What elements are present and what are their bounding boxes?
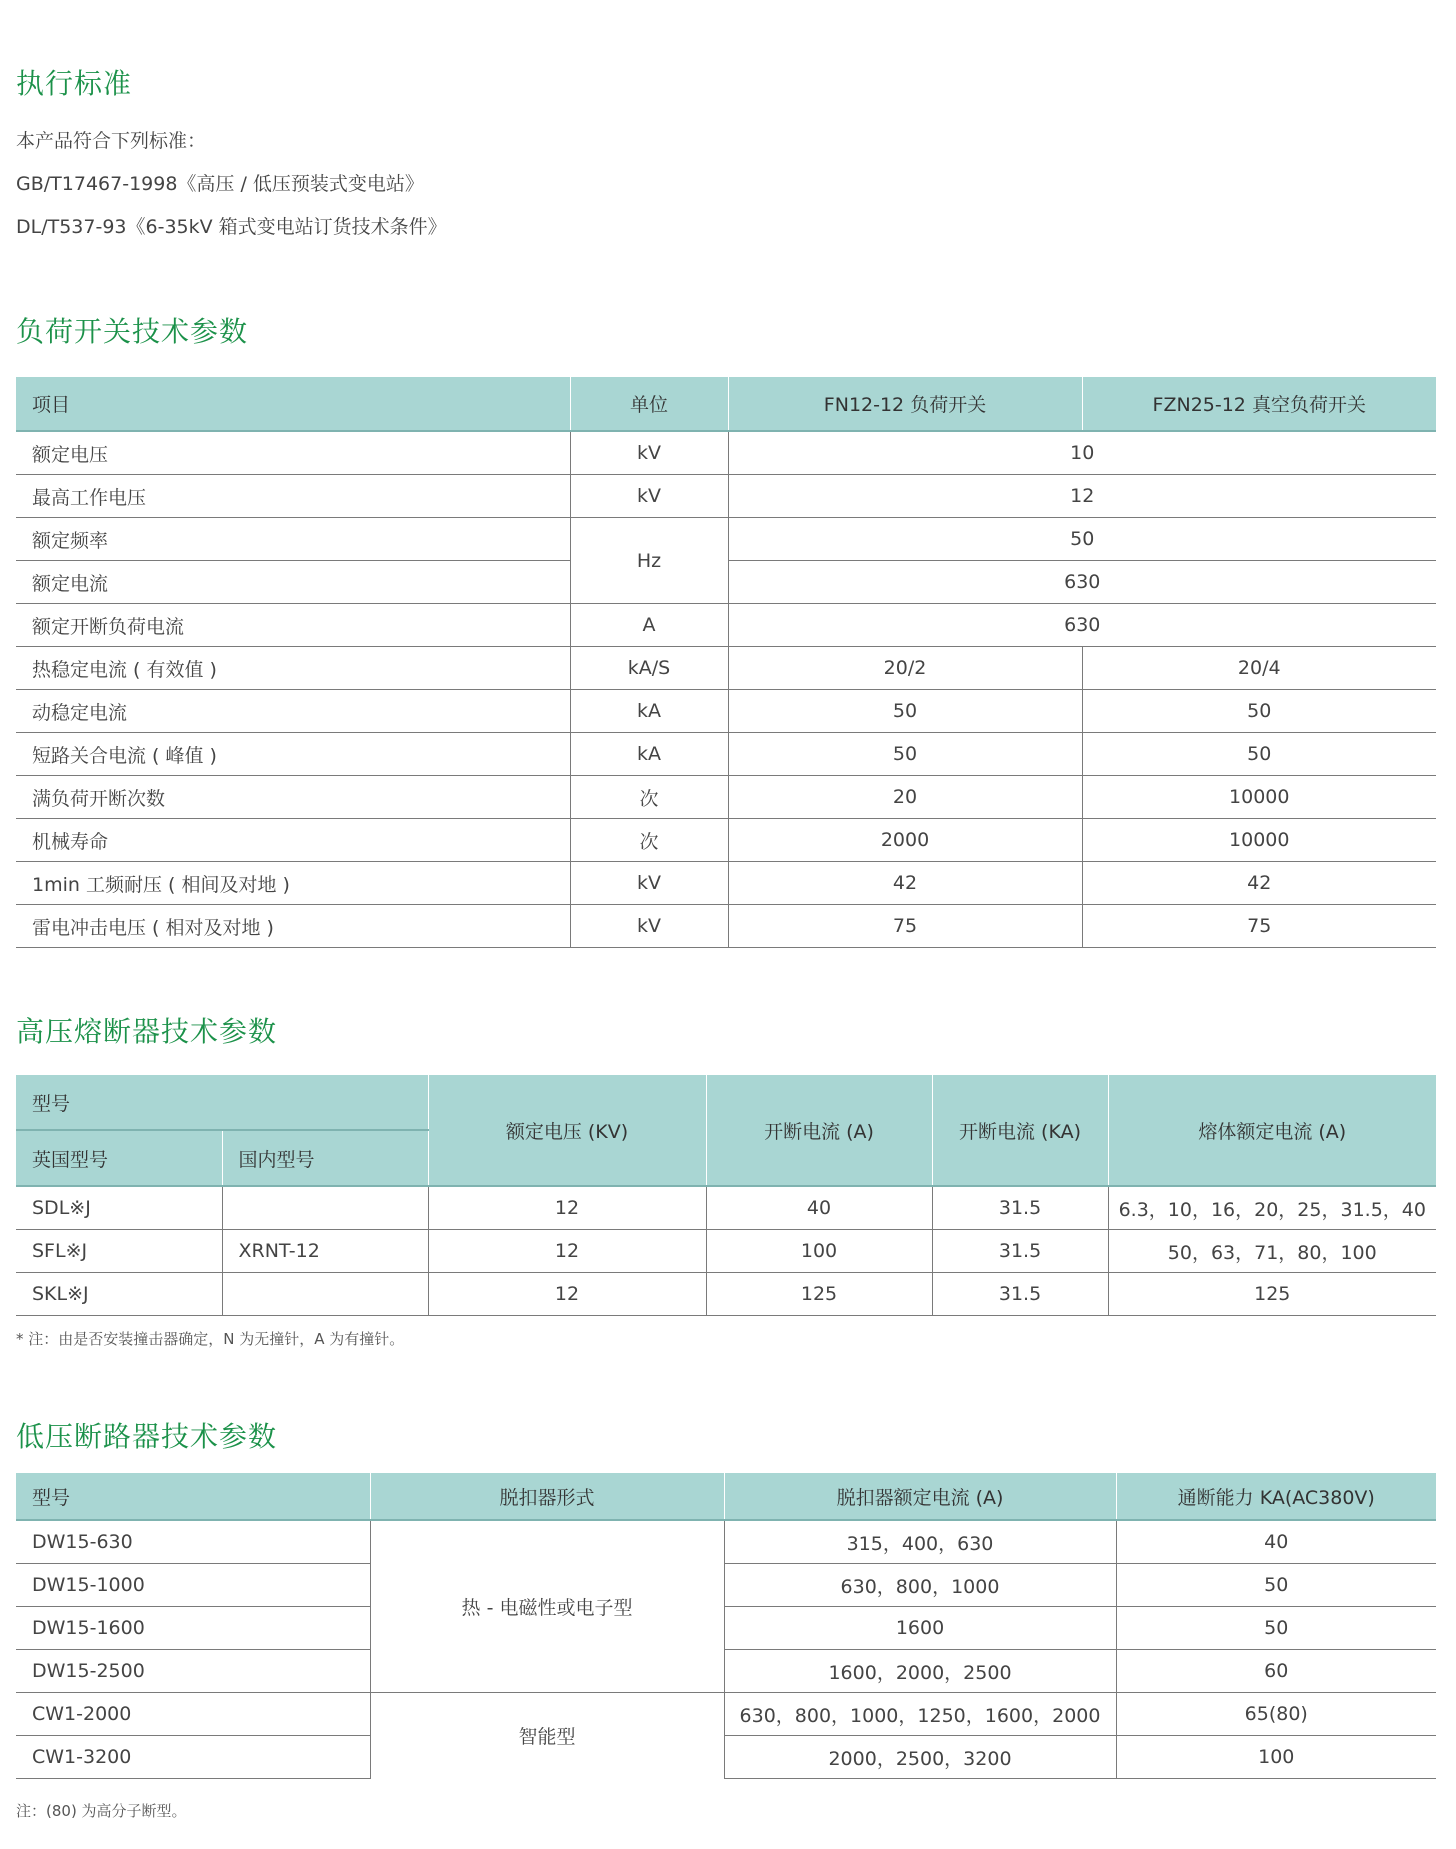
table-row [16,431,1436,475]
table-row [16,819,1436,862]
row-breaking-ka: 31.5 [932,1230,1108,1273]
row-unit: kV [570,905,728,948]
row-value-fzn25: 50 [1082,733,1436,776]
header-unit: 单位 [570,377,728,431]
row-item: 雷电冲击电压 ( 相对及对地 ) [16,905,570,948]
header-item: 项目 [16,377,570,431]
row-trip-current: 2000，2500，3200 [724,1736,1116,1779]
row-value-fn12: 42 [728,862,1082,905]
row-capacity: 60 [1116,1650,1436,1693]
row-breaking-ka: 31.5 [932,1186,1108,1230]
header-model: 型号 [16,1473,370,1520]
row-fuse-current: 50，63，71，80，100 [1108,1230,1436,1273]
row-unit: kV [570,862,728,905]
row-unit: kA [570,733,728,776]
row-trip-type: 热 - 电磁性或电子型 [370,1520,724,1693]
table-row [16,1564,1436,1607]
table-row [16,1230,1436,1273]
row-value-fzn25: 42 [1082,862,1436,905]
load-switch-table [16,377,1436,948]
table-row [16,862,1436,905]
row-item: 机械寿命 [16,819,570,862]
breaker-table [16,1473,1436,1779]
row-voltage: 12 [428,1230,706,1273]
breaker-note: 注：(80) 为高分子断型。 [16,1802,187,1820]
row-item: 最高工作电压 [16,475,570,518]
header-trip-type: 脱扣器形式 [370,1473,724,1520]
row-value: 10 [728,431,1436,475]
table-row [16,1693,1436,1736]
row-cn-model [222,1273,428,1316]
fuse-table [16,1075,1436,1316]
row-value: 50 [728,518,1436,561]
row-value-fn12: 2000 [728,819,1082,862]
standards-intro: 本产品符合下列标准： [16,130,207,152]
row-unit: 次 [570,776,728,819]
row-fuse-current: 6.3，10，16，20，25，31.5，40 [1108,1186,1436,1230]
row-trip-current: 630，800，1000 [724,1564,1116,1607]
row-item: 1min 工频耐压 ( 相间及对地 ) [16,862,570,905]
row-value-fzn25: 75 [1082,905,1436,948]
fuse-note: * 注：由是否安装撞击器确定，N 为无撞针，A 为有撞针。 [16,1330,405,1348]
table-row [16,690,1436,733]
row-cn-model [222,1186,428,1230]
row-unit: A [570,604,728,647]
row-unit: kA [570,690,728,733]
row-item: 热稳定电流 ( 有效值 ) [16,647,570,690]
breaker-title: 低压断路器技术参数 [16,1420,278,1453]
row-capacity: 100 [1116,1736,1436,1779]
row-model: CW1-2000 [16,1693,370,1736]
row-value: 12 [728,475,1436,518]
header-breaking-ka: 开断电流 (KA) [932,1075,1108,1186]
standard-dl: DL/T537-93《6-35kV 箱式变电站订货技术条件》 [16,216,447,238]
table-row [16,1650,1436,1693]
table-header-row [16,1473,1436,1520]
row-value-fn12: 50 [728,733,1082,776]
row-capacity: 50 [1116,1564,1436,1607]
header-breaking-a: 开断电流 (A) [706,1075,932,1186]
row-value-fzn25: 10000 [1082,776,1436,819]
row-capacity: 50 [1116,1607,1436,1650]
row-value-fzn25: 10000 [1082,819,1436,862]
standards-title: 执行标准 [16,67,133,100]
row-capacity: 65(80) [1116,1693,1436,1736]
header-voltage: 额定电压 (KV) [428,1075,706,1186]
standard-gb: GB/T17467-1998《高压 / 低压预装式变电站》 [16,173,424,195]
row-value-fn12: 20/2 [728,647,1082,690]
header-fzn25: FZN25-12 真空负荷开关 [1082,377,1436,431]
row-model: CW1-3200 [16,1736,370,1779]
header-uk-model: 英国型号 [16,1130,222,1186]
table-row [16,1736,1436,1779]
row-fuse-current: 125 [1108,1273,1436,1316]
row-trip-current: 315，400，630 [724,1520,1116,1564]
row-value-fzn25: 50 [1082,690,1436,733]
row-unit: kA/S [570,647,728,690]
row-value: 630 [728,561,1436,604]
row-item: 动稳定电流 [16,690,570,733]
table-row [16,905,1436,948]
row-value-fn12: 50 [728,690,1082,733]
row-item: 短路关合电流 ( 峰值 ) [16,733,570,776]
row-breaking-a: 125 [706,1273,932,1316]
header-fuse-current: 熔体额定电流 (A) [1108,1075,1436,1186]
row-unit: kV [570,475,728,518]
row-trip-current: 1600 [724,1607,1116,1650]
header-capacity: 通断能力 KA(AC380V) [1116,1473,1436,1520]
row-value-fzn25: 20/4 [1082,647,1436,690]
row-breaking-a: 40 [706,1186,932,1230]
table-header-row [16,377,1436,431]
row-uk-model: SDL※J [16,1186,222,1230]
row-model: DW15-630 [16,1520,370,1564]
row-breaking-ka: 31.5 [932,1273,1108,1316]
table-header-row [16,1075,1436,1130]
row-breaking-a: 100 [706,1230,932,1273]
table-row [16,1607,1436,1650]
fuse-title: 高压熔断器技术参数 [16,1015,278,1048]
row-unit: 次 [570,819,728,862]
header-model: 型号 [16,1075,428,1130]
row-value-fn12: 20 [728,776,1082,819]
row-item: 额定开断负荷电流 [16,604,570,647]
row-value: 630 [728,604,1436,647]
row-item: 额定电流 [16,561,570,604]
load-switch-title: 负荷开关技术参数 [16,315,249,348]
table-row [16,518,1436,561]
row-cn-model: XRNT-12 [222,1230,428,1273]
row-item: 满负荷开断次数 [16,776,570,819]
row-model: DW15-1000 [16,1564,370,1607]
table-row [16,733,1436,776]
row-uk-model: SKL※J [16,1273,222,1316]
table-row [16,1273,1436,1316]
header-trip-current: 脱扣器额定电流 (A) [724,1473,1116,1520]
row-trip-current: 1600，2000，2500 [724,1650,1116,1693]
table-row [16,1520,1436,1564]
row-voltage: 12 [428,1273,706,1316]
table-row [16,1186,1436,1230]
table-row [16,776,1436,819]
row-unit: kV [570,431,728,475]
table-row [16,475,1436,518]
row-trip-current: 630，800，1000，1250，1600，2000 [724,1693,1116,1736]
row-voltage: 12 [428,1186,706,1230]
row-value-fn12: 75 [728,905,1082,948]
table-row [16,604,1436,647]
row-uk-model: SFL※J [16,1230,222,1273]
header-fn12: FN12-12 负荷开关 [728,377,1082,431]
row-item: 额定频率 [16,518,570,561]
header-cn-model: 国内型号 [222,1130,428,1186]
row-model: DW15-1600 [16,1607,370,1650]
row-trip-type: 智能型 [370,1693,724,1779]
row-item: 额定电压 [16,431,570,475]
table-row [16,647,1436,690]
row-unit: Hz [570,518,728,604]
row-model: DW15-2500 [16,1650,370,1693]
row-capacity: 40 [1116,1520,1436,1564]
